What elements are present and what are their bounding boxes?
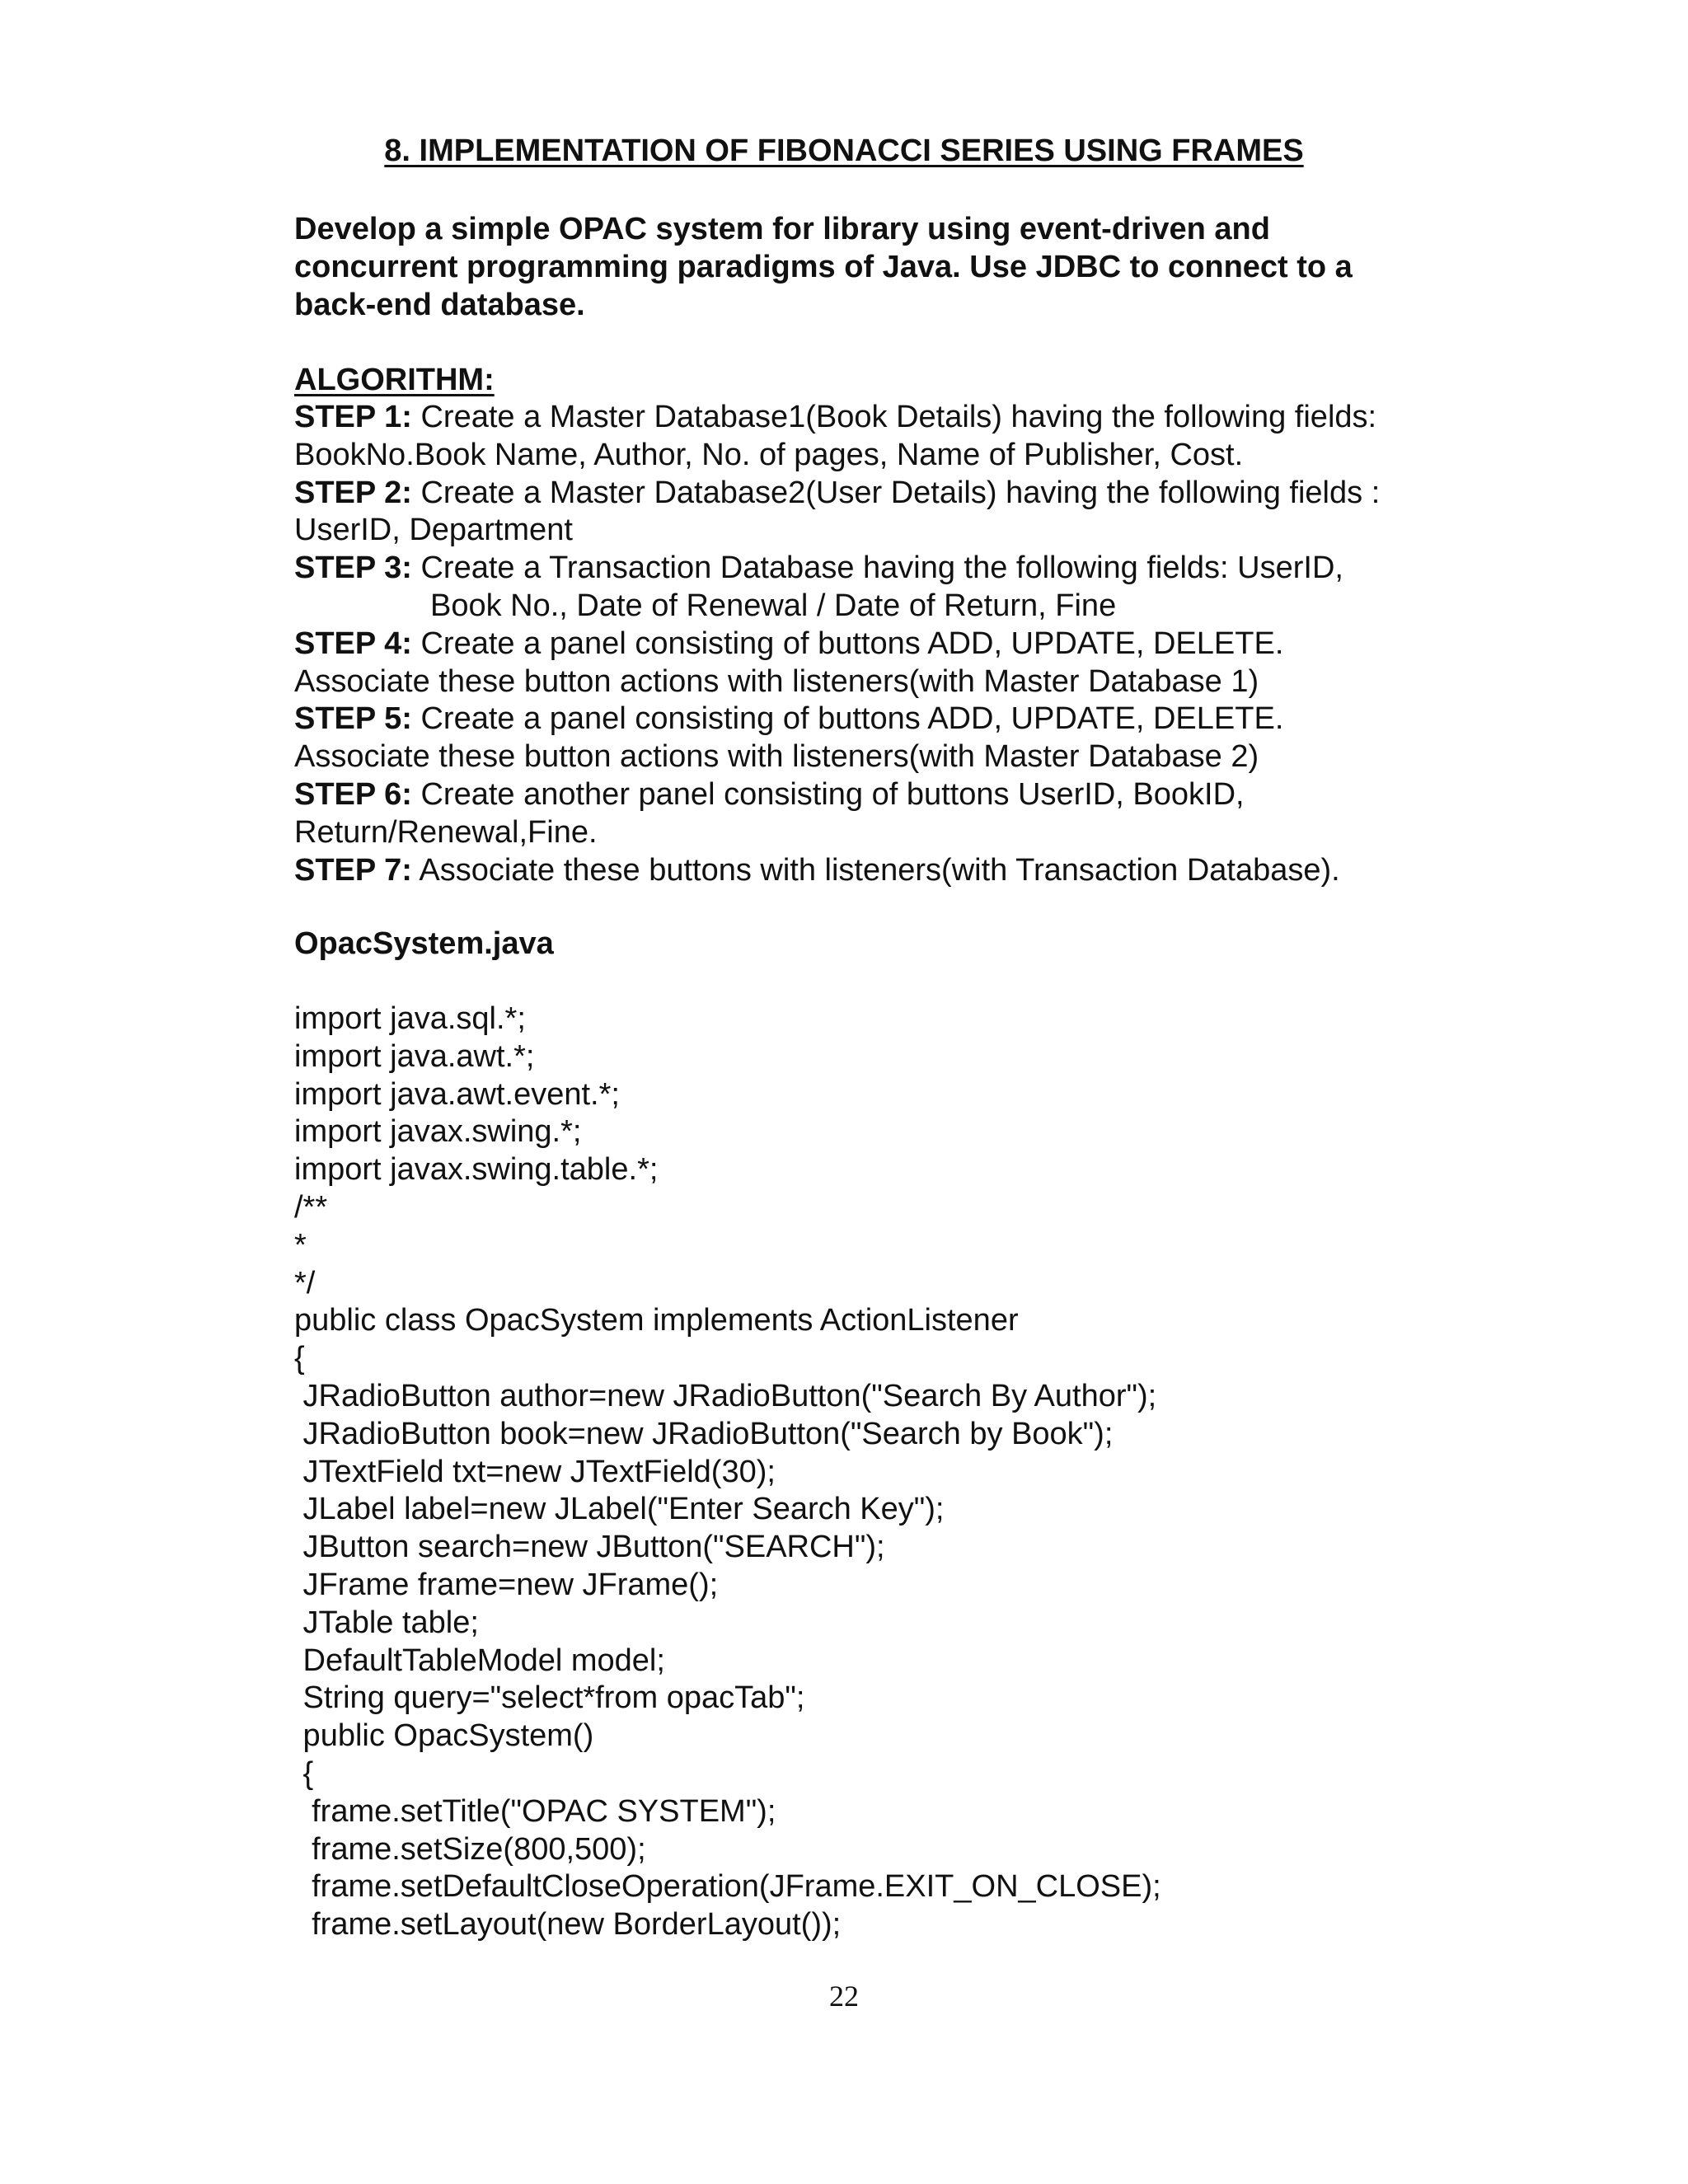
- step-continuation: Associate these button actions with listeners(with Master Database 1): [294, 663, 1259, 699]
- code-line: String query="select*from opacTab";: [294, 1680, 805, 1716]
- step-text: Associate these buttons with listeners(with Transaction Database).: [411, 852, 1340, 888]
- step-text: Create a panel consisting of buttons ADD, UPDATE, DELETE.: [411, 626, 1284, 661]
- algorithm-steps: [294, 399, 1531, 889]
- algorithm-step: [294, 701, 1531, 738]
- code-line: JTable table;: [294, 1605, 479, 1640]
- step-continuation: Book No., Date of Renewal / Date of Return, Fine: [430, 588, 1117, 623]
- code-line: import javax.swing.table.*;: [294, 1152, 659, 1188]
- code-line: {: [294, 1341, 305, 1376]
- algorithm-step: [294, 776, 1531, 814]
- step-label: STEP 4:: [294, 626, 412, 661]
- step-label: STEP 6:: [294, 776, 412, 812]
- step-label: STEP 2:: [294, 475, 412, 510]
- code-line: frame.setDefaultCloseOperation(JFrame.EXIT_ON_CLOSE);: [294, 1869, 1161, 1905]
- code-line: {: [294, 1755, 314, 1791]
- code-listing: [294, 1001, 1572, 1944]
- code-line: frame.setLayout(new BorderLayout());: [294, 1907, 842, 1943]
- code-line: JButton search=new JButton("SEARCH");: [294, 1530, 885, 1565]
- step-text: Create a Master Database2(User Details) having the following fields :: [411, 475, 1381, 510]
- code-line: *: [294, 1227, 307, 1263]
- code-line: import javax.swing.*;: [294, 1114, 582, 1150]
- code-line: JFrame frame=new JFrame();: [294, 1567, 719, 1602]
- step-label: STEP 5:: [294, 701, 412, 737]
- algorithm-step: [294, 852, 1531, 890]
- page-number: 22: [829, 1980, 859, 2013]
- page-title: 8. IMPLEMENTATION OF FIBONACCI SERIES USING FRAMES: [384, 134, 1304, 168]
- step-label: STEP 7:: [294, 852, 412, 888]
- algorithm-step: [294, 475, 1531, 513]
- code-line: frame.setSize(800,500);: [294, 1831, 646, 1867]
- aim-statement: [294, 210, 1531, 324]
- step-continuation: Associate these button actions with listeners(with Master Database 2): [294, 739, 1259, 775]
- step-label: STEP 1:: [294, 400, 412, 434]
- step-text: Create a Master Database1(Book Details) having the following fields:: [411, 400, 1377, 434]
- aim-line: back-end database.: [294, 288, 585, 322]
- step-text: Create another panel consisting of buttons UserID, BookID,: [411, 776, 1245, 812]
- step-text: Create a panel consisting of buttons ADD, UPDATE, DELETE.: [411, 701, 1284, 737]
- code-line: import java.awt.*;: [294, 1038, 535, 1074]
- aim-line: concurrent programming paradigms of Java. Use JDBC to connect to a: [294, 250, 1353, 284]
- code-line: */: [294, 1265, 316, 1301]
- step-continuation: Return/Renewal,Fine.: [294, 814, 598, 850]
- code-line: JLabel label=new JLabel("Enter Search Key");: [294, 1492, 945, 1527]
- algorithm-heading: ALGORITHM:: [294, 363, 495, 397]
- code-line: JRadioButton author=new JRadioButton("Search By Author");: [294, 1378, 1157, 1413]
- algorithm-step: [294, 626, 1531, 663]
- code-line: frame.setTitle("OPAC SYSTEM");: [294, 1793, 776, 1829]
- code-line: public class OpacSystem implements ActionListener: [294, 1303, 1019, 1338]
- code-line: import java.sql.*;: [294, 1001, 526, 1036]
- code-line: JRadioButton book=new JRadioButton("Search by Book");: [294, 1416, 1114, 1451]
- step-continuation: BookNo.Book Name, Author, No. of pages, Name of Publisher, Cost.: [294, 437, 1244, 472]
- code-filename: OpacSystem.java: [294, 926, 554, 961]
- aim-line: Develop a simple OPAC system for library using event-driven and: [294, 212, 1270, 246]
- step-label: STEP 3:: [294, 551, 412, 586]
- code-line: import java.awt.event.*;: [294, 1076, 620, 1112]
- step-text: Create a Transaction Database having the following fields: UserID,: [411, 551, 1343, 586]
- code-line: JTextField txt=new JTextField(30);: [294, 1454, 776, 1489]
- code-line: /**: [294, 1189, 328, 1225]
- code-line: DefaultTableModel model;: [294, 1643, 665, 1678]
- code-line: public OpacSystem(): [294, 1718, 594, 1754]
- algorithm-step: [294, 550, 1531, 588]
- step-continuation: UserID, Department: [294, 513, 573, 548]
- algorithm-step: [294, 399, 1531, 437]
